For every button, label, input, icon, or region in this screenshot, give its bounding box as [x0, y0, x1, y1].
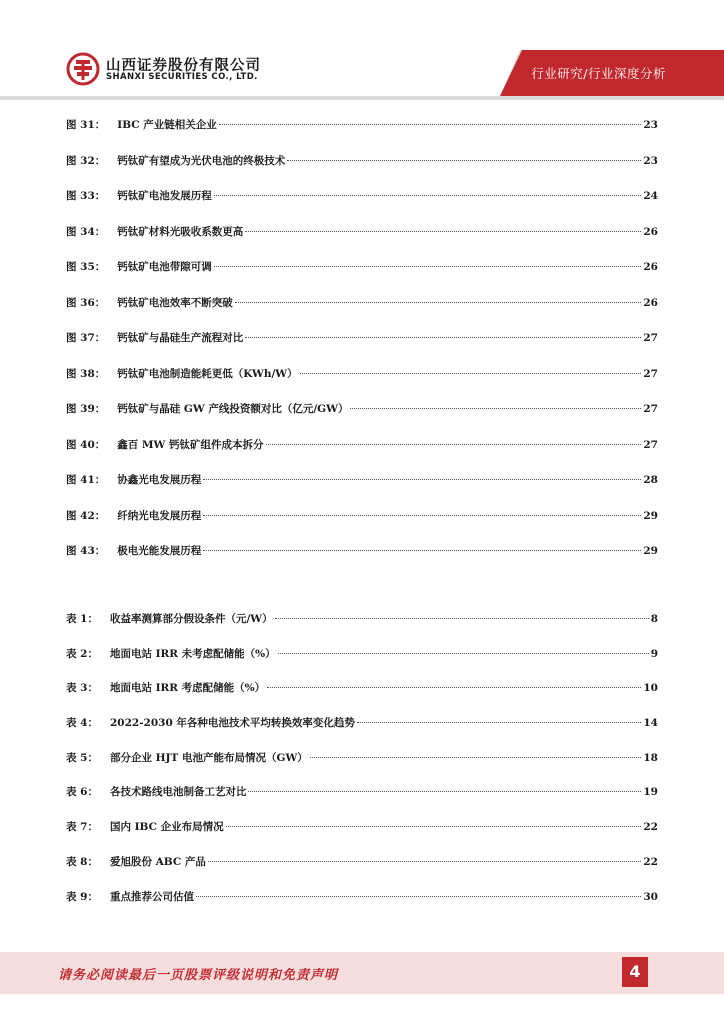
toc-entry-table-4[interactable] — [66, 715, 658, 750]
header-banner — [0, 0, 724, 100]
toc-entry-number: 图 41： — [66, 474, 106, 486]
dot-leader — [300, 373, 642, 374]
toc-entry-title: 鑫百 MW 钙钛矿组件成本拆分 — [117, 438, 264, 451]
toc-entry-table-1[interactable] — [66, 611, 658, 646]
toc-entry-title: 钙钛矿电池发展历程 — [117, 190, 212, 202]
dot-leader — [203, 515, 641, 516]
toc-entry-title: 钙钛矿电池制造能耗更低（KWh/W） — [117, 367, 298, 380]
toc-entry-table-5[interactable] — [66, 750, 658, 785]
dot-leader — [248, 791, 641, 792]
dot-leader — [196, 896, 641, 897]
toc-entry-number: 图 32： — [66, 154, 106, 167]
figure-index — [66, 117, 658, 579]
toc-entry-title: 各技术路线电池制备工艺对比 — [109, 786, 247, 799]
toc-entry-title: 钙钛矿材料光吸收系数更高 — [117, 225, 244, 238]
table-index — [66, 611, 658, 923]
company-logo-icon — [66, 52, 100, 86]
toc-entry-figure-40[interactable] — [66, 437, 658, 473]
dot-leader — [235, 302, 642, 303]
toc-entry-title: 地面电站 IRR 未考虑配储能（%） — [109, 647, 276, 660]
toc-entry-page: 26 — [643, 261, 658, 273]
dot-leader — [287, 160, 641, 161]
toc-entry-page: 22 — [643, 821, 658, 834]
toc-entry-number: 表 1： — [66, 613, 98, 625]
toc-entry-title: 爱旭股份 ABC 产品 — [109, 855, 206, 868]
toc-entry-page: 27 — [643, 403, 658, 415]
page-number: 4 — [622, 957, 648, 987]
page-footer — [0, 952, 724, 994]
dot-leader — [350, 408, 641, 409]
toc-entry-number: 表 2： — [66, 647, 98, 660]
dot-leader — [208, 861, 642, 862]
toc-entry-number: 图 39： — [66, 403, 106, 415]
toc-entry-figure-42[interactable] — [66, 508, 658, 544]
page-header — [0, 0, 724, 100]
toc-entry-figure-38[interactable] — [66, 366, 658, 402]
toc-entry-number: 表 8： — [66, 855, 98, 868]
toc-entry-page: 27 — [643, 332, 658, 344]
toc-entry-title: 收益率测算部分假设条件（元/W） — [109, 613, 273, 625]
toc-entry-table-8[interactable] — [66, 854, 658, 889]
toc-entry-table-3[interactable] — [66, 680, 658, 715]
toc-entry-title: 重点推荐公司估值 — [109, 890, 194, 903]
toc-entry-number: 表 7： — [66, 821, 98, 834]
toc-entry-number: 表 4： — [66, 717, 98, 730]
dot-leader — [357, 722, 641, 723]
toc-entry-number: 图 35： — [66, 261, 106, 273]
toc-entry-number: 图 36： — [66, 296, 106, 309]
toc-entry-number: 图 38： — [66, 367, 106, 380]
toc-entry-page: 29 — [643, 545, 658, 557]
toc-entry-title: IBC 产业链相关企业 — [117, 119, 217, 131]
dot-leader — [245, 337, 641, 338]
toc-entry-number: 表 9： — [66, 890, 98, 903]
toc-entry-page: 26 — [643, 225, 658, 238]
toc-entry-figure-35[interactable] — [66, 259, 658, 295]
toc-entry-title: 钙钛矿电池效率不断突破 — [117, 296, 233, 309]
toc-entry-number: 表 6： — [66, 786, 98, 799]
toc-entry-number: 图 31： — [66, 119, 106, 131]
toc-entry-page: 22 — [643, 855, 658, 868]
dot-leader — [214, 266, 642, 267]
toc-entry-title: 部分企业 HJT 电池产能布局情况（GW） — [109, 751, 308, 764]
toc-entry-number: 表 5： — [66, 751, 98, 764]
toc-entry-number: 图 33： — [66, 190, 106, 202]
toc-entry-page: 26 — [643, 296, 658, 309]
company-name-en: SHANXI SECURITIES CO., LTD. — [106, 72, 258, 82]
toc-entry-figure-31[interactable] — [66, 117, 658, 153]
toc-entry-title: 极电光能发展历程 — [117, 545, 202, 557]
dot-leader — [310, 757, 642, 758]
toc-entry-figure-39[interactable] — [66, 401, 658, 437]
toc-entry-page: 24 — [643, 190, 658, 202]
report-type-label: 行业研究/行业深度分析 — [531, 66, 666, 81]
dot-leader — [266, 444, 642, 445]
toc-entry-page: 29 — [643, 509, 658, 522]
toc-entry-number: 图 37： — [66, 332, 106, 344]
toc-entry-figure-43[interactable] — [66, 543, 658, 579]
dot-leader — [203, 550, 641, 551]
toc-entry-number: 图 42： — [66, 509, 106, 522]
toc-entry-page: 23 — [643, 119, 658, 131]
toc-entry-page: 14 — [643, 717, 658, 730]
dot-leader — [219, 124, 642, 125]
toc-entry-page: 18 — [643, 751, 658, 764]
toc-entry-page: 23 — [643, 154, 658, 167]
toc-entry-title: 国内 IBC 企业布局情况 — [109, 821, 224, 834]
dot-leader — [214, 195, 642, 196]
toc-entry-page: 28 — [643, 474, 658, 486]
dot-leader — [203, 479, 641, 480]
toc-entry-title: 钙钛矿与晶硅生产流程对比 — [117, 332, 244, 344]
toc-entry-title: 钙钛矿有望成为光伏电池的终极技术 — [117, 154, 286, 167]
toc-entry-table-7[interactable] — [66, 819, 658, 854]
company-name-cn: 山西证券股份有限公司 — [106, 58, 261, 74]
toc-entry-page: 8 — [650, 613, 658, 625]
toc-entry-figure-36[interactable] — [66, 295, 658, 331]
toc-entry-number: 图 43： — [66, 545, 106, 557]
toc-entry-title: 2022-2030 年各种电池技术平均转换效率变化趋势 — [109, 717, 355, 730]
toc-entry-figure-41[interactable] — [66, 472, 658, 508]
toc-entry-title: 钙钛矿电池带隙可调 — [117, 261, 212, 273]
toc-entry-table-2[interactable] — [66, 646, 658, 681]
toc-entry-figure-37[interactable] — [66, 330, 658, 366]
toc-entry-title: 纤纳光电发展历程 — [117, 509, 202, 522]
toc-entry-figure-33[interactable] — [66, 188, 658, 224]
toc-entry-figure-34[interactable] — [66, 224, 658, 260]
toc-entry-page: 30 — [643, 890, 658, 903]
disclaimer-notice: 请务必阅读最后一页股票评级说明和免责声明 — [58, 968, 339, 983]
toc-entry-page: 27 — [643, 438, 658, 451]
dot-leader — [275, 618, 649, 619]
toc-entry-title: 协鑫光电发展历程 — [117, 474, 202, 486]
toc-entry-page: 19 — [643, 786, 658, 799]
toc-entry-title: 地面电站 IRR 考虑配储能（%） — [109, 682, 266, 695]
toc-entry-title: 钙钛矿与晶硅 GW 产线投资额对比（亿元/GW） — [117, 403, 349, 415]
dot-leader — [278, 653, 649, 654]
dot-leader — [267, 687, 641, 688]
toc-entry-number: 图 34： — [66, 225, 106, 238]
toc-entry-number: 图 40： — [66, 438, 106, 451]
dot-leader — [226, 826, 642, 827]
toc-entry-table-9[interactable] — [66, 889, 658, 924]
toc-entry-number: 表 3： — [66, 682, 98, 695]
toc-entry-page: 10 — [643, 682, 658, 695]
toc-entry-page: 27 — [643, 367, 658, 380]
dot-leader — [245, 231, 641, 232]
toc-entry-figure-32[interactable] — [66, 153, 658, 189]
toc-entry-page: 9 — [650, 647, 658, 660]
toc-entry-table-6[interactable] — [66, 784, 658, 819]
